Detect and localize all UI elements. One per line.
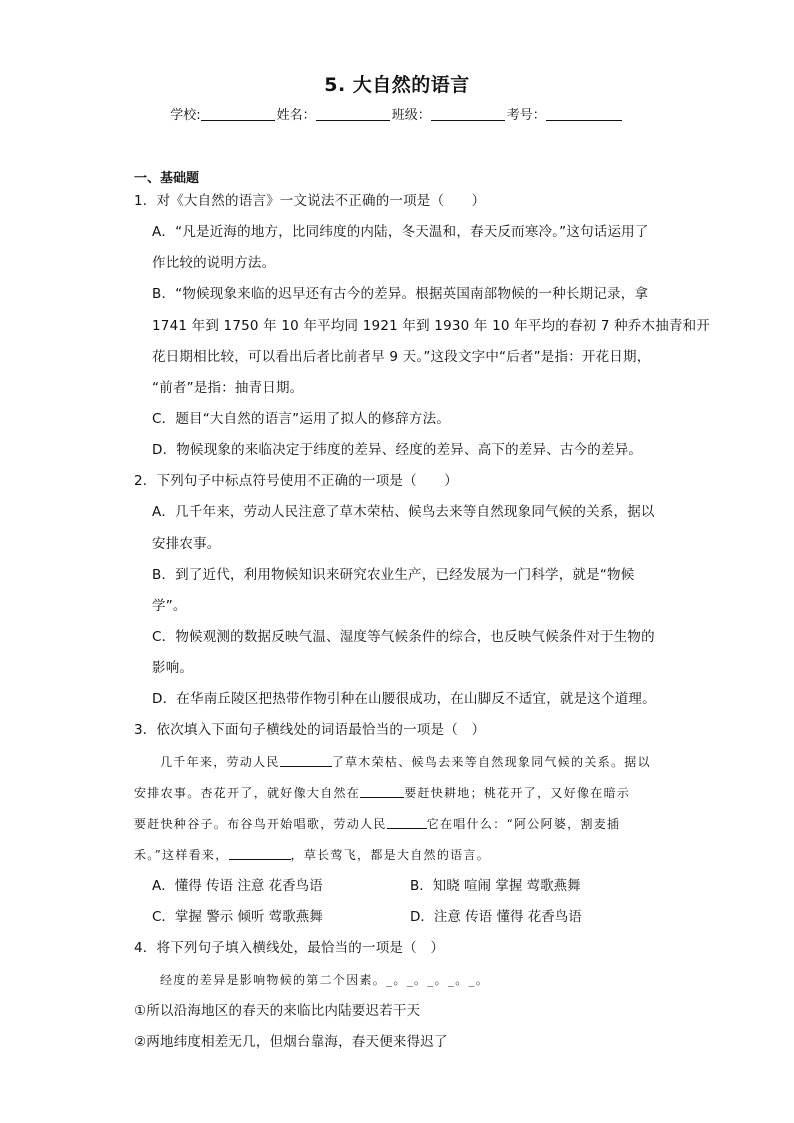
name-blank xyxy=(316,107,390,121)
q3-passage-4a: 禾。”这样看来， xyxy=(134,848,229,862)
q4-item-2: ②两地纬度相差无几，但烟台靠海，春天便来得迟了 xyxy=(134,1034,448,1050)
q4-stem: 4．将下列句子填入横线处，最恰当的一项是（ ） xyxy=(134,940,445,956)
q4-item-1: ①所以沿海地区的春天的来临比内陆要迟若干天 xyxy=(134,1003,421,1019)
q2-option-b-line1: B．到了近代，利用物候知识来研究农业生产，已经发展为一门科学，就是“物候 xyxy=(152,567,635,583)
q3-passage-line1 xyxy=(160,752,651,772)
q3-passage-line4 xyxy=(134,845,490,865)
q3-blank-2 xyxy=(360,785,404,798)
q3-passage-1b: 了草木荣枯、候鸟去来等自然现象同气候的关系。据以 xyxy=(331,755,651,769)
q1-option-d: D．物候现象的来临决定于纬度的差异、经度的差异、高下的差异、古今的差异。 xyxy=(152,442,643,458)
q3-passage-3b: 它在唱什么：“阿公阿婆，割麦插 xyxy=(426,817,621,831)
q3-stem: 3．依次填入下面句子横线处的词语最恰当的一项是（ ） xyxy=(134,722,486,738)
exam-label: 考号： xyxy=(506,108,546,123)
q3-option-c: C．掌握 警示 倾听 莺歌燕舞 xyxy=(152,909,323,925)
q3-passage-1a: 几千年来，劳动人民 xyxy=(160,755,280,769)
q2-stem: 2．下列句子中标点符号使用不正确的一项是（ ） xyxy=(134,473,458,489)
q4-passage xyxy=(160,970,489,990)
school-blank xyxy=(201,107,275,121)
class-blank xyxy=(431,107,505,121)
q1-option-b-line4: “前者”是指：抽青日期。 xyxy=(152,380,304,396)
section-heading: 一、基础题 xyxy=(134,171,200,186)
page-title: 5. 大自然的语言 xyxy=(324,74,470,96)
student-info-row xyxy=(0,104,794,123)
q3-option-b: B．知晓 喧闹 掌握 莺歌燕舞 xyxy=(410,878,581,894)
q3-passage-line3 xyxy=(134,814,620,834)
q2-option-d: D．在华南丘陵区把热带作物引种在山腰很成功，在山脚反不适宜，就是这个道理。 xyxy=(152,691,656,707)
q4-passage-text: 经度的差异是影响物候的第二个因素。 xyxy=(160,973,387,987)
class-label: 班级： xyxy=(391,108,431,123)
q1-stem: 1．对《大自然的语言》一文说法不正确的一项是（ ） xyxy=(134,193,486,209)
q2-option-c-line1: C．物候观测的数据反映气温、湿度等气候条件的综合，也反映气候条件对于生物的 xyxy=(152,629,655,645)
q3-blank-3 xyxy=(387,816,427,829)
q2-option-a-line2: 安排农事。 xyxy=(152,536,221,552)
q3-blank-1 xyxy=(280,754,332,767)
school-label: 学校: xyxy=(170,108,201,123)
q3-passage-line2 xyxy=(134,783,630,803)
q1-option-b-line1: B．“物候现象来临的迟早还有古今的差异。根据英国南部物候的一种长期记录，拿 xyxy=(152,286,649,302)
q1-option-c: C．题目“大自然的语言”运用了拟人的修辞方法。 xyxy=(152,411,451,427)
q2-option-c-line2: 影响。 xyxy=(152,660,194,676)
q3-blank-4 xyxy=(229,847,291,860)
q3-passage-3a: 要赶快种谷子。布谷鸟开始唱歌，劳动人民 xyxy=(134,817,387,831)
q1-option-a-line2: 作比较的说明方法。 xyxy=(152,255,276,271)
q3-passage-2a: 安排农事。杏花开了，就好像大自然在 xyxy=(134,786,361,800)
q3-option-a: A．懂得 传语 注意 花香鸟语 xyxy=(152,878,323,894)
name-label: 姓名： xyxy=(276,108,316,123)
q2-option-b-line2: 学”。 xyxy=(152,598,187,614)
q3-passage-2b: 要赶快耕地；桃花开了，又好像在暗示 xyxy=(404,786,631,800)
q3-passage-4b: ，草长莺飞，都是大自然的语言。 xyxy=(290,848,491,862)
q3-option-d: D．注意 传语 懂得 花香鸟语 xyxy=(410,909,582,925)
q2-option-a-line1: A．几千年来，劳动人民注意了草木荣枯、候鸟去来等自然现象同气候的关系，据以 xyxy=(152,504,655,520)
exam-blank xyxy=(546,107,622,121)
q1-option-b-line2: 1741 年到 1750 年 10 年平均同 1921 年到 1930 年 10 年平均的春初 7 种乔木抽青和开 xyxy=(152,318,711,334)
q1-option-a-line1: A．“凡是近海的地方，比同纬度的内陆，冬天温和，春天反而寒冷。”这句话运用了 xyxy=(152,224,649,240)
q1-option-b-line3: 花日期相比较，可以看出后者比前者早 9 天。”这段文字中“后者”是指：开花日期， xyxy=(152,349,651,365)
q4-blanks: _。_。_。_。_。 xyxy=(386,973,490,987)
